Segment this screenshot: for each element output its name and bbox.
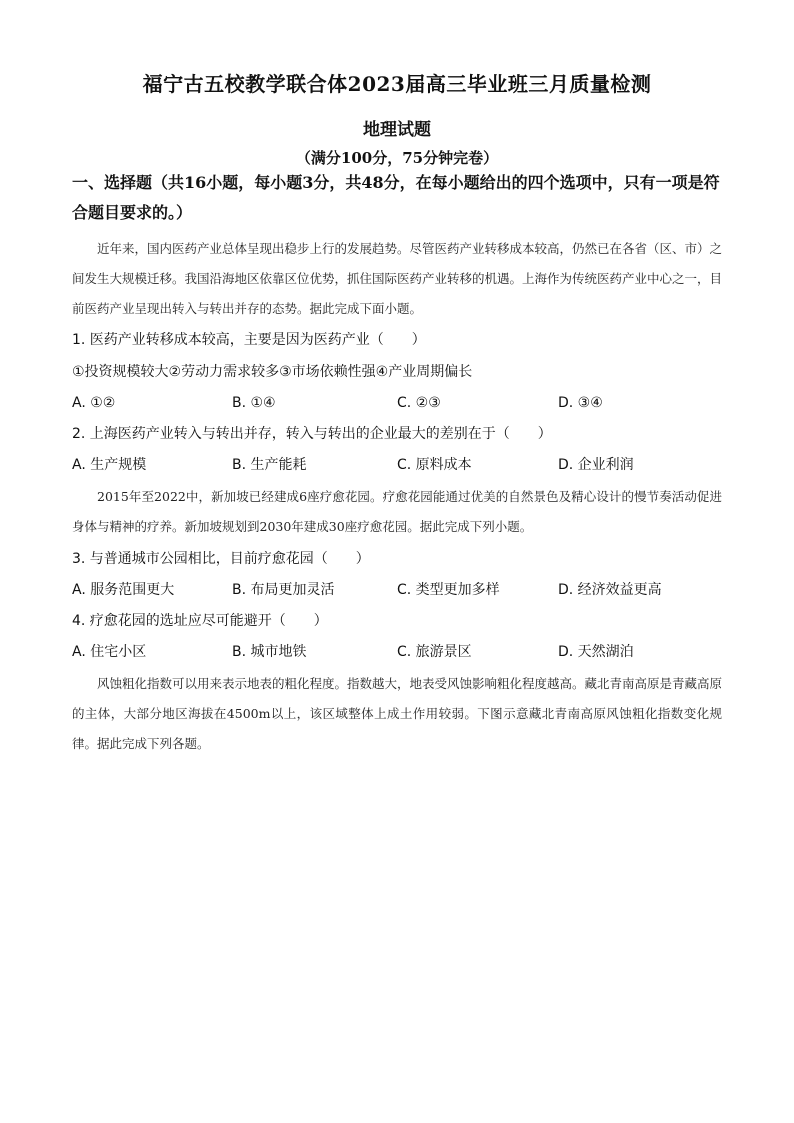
question-3-option-a[interactable]: A. 服务范围更大 [72,582,175,598]
question-3-option-c[interactable]: C. 类型更加多样 [397,582,500,598]
subject-title: 地理试题 [363,120,431,140]
passage-1: 近年来，国内医药产业总体呈现出稳步上行的发展趋势。尽管医药产业转移成本较高，仍然已在各省（区、市）之间发生大规模迁移。我国沿海地区依靠区位优势，抓住国际医药产业转移的机遇。上海作为传统医药产业中心之一，目前医药产业呈现出转入与转出并存的态势。据此完成下面小题。 [72,241,723,316]
exam-title: 福宁古五校教学联合体2023届高三毕业班三月质量检测 [142,72,652,96]
question-2-option-d[interactable]: D. 企业利润 [558,457,634,473]
question-3-stem: 3. 与普通城市公园相比，目前疗愈花园（ ） [72,551,370,567]
exam-info: （满分100分，75分钟完卷） [295,149,499,167]
question-1-option-d[interactable]: D. ③④ [558,395,603,411]
question-2-stem: 2. 上海医药产业转入与转出并存，转入与转出的企业最大的差别在于（ ） [72,426,552,442]
question-2-option-c[interactable]: C. 原料成本 [397,457,472,473]
question-1-option-c[interactable]: C. ②③ [397,395,441,411]
question-1-stem: 1. 医药产业转移成本较高，主要是因为医药产业（ ） [72,332,426,348]
question-2-option-b[interactable]: B. 生产能耗 [232,457,307,473]
question-2-options [72,455,722,475]
passage-2: 2015年至2022中，新加坡已经建成6座疗愈花园。疗愈花园能通过优美的自然景色及精心设计的慢节奏活动促进身体与精神的疗养。新加坡规划到2030年建成30座疗愈花园。据此完成下列小题。 [72,489,722,534]
question-4-options [72,642,722,662]
question-4-option-c[interactable]: C. 旅游景区 [397,644,472,660]
question-3-options [72,580,722,600]
question-4-option-d[interactable]: D. 天然湖泊 [558,644,634,660]
question-3-option-b[interactable]: B. 布局更加灵活 [232,582,335,598]
question-4-stem: 4. 疗愈花园的选址应尽可能避开（ ） [72,613,328,629]
question-1-option-a[interactable]: A. ①② [72,395,116,411]
question-4-option-a[interactable]: A. 住宅小区 [72,644,147,660]
question-3-option-d[interactable]: D. 经济效益更高 [558,582,662,598]
question-1-statements: ①投资规模较大②劳动力需求较多③市场依赖性强④产业周期偏长 [72,364,473,380]
question-4-option-b[interactable]: B. 城市地铁 [232,644,307,660]
question-1-option-b[interactable]: B. ①④ [232,395,276,411]
section-heading: 一、选择题（共16小题，每小题3分，共48分，在每小题给出的四个选项中，只有一项是符合题目要求的。） [72,173,720,222]
passage-3: 风蚀粗化指数可以用来表示地表的粗化程度。指数越大，地表受风蚀影响粗化程度越高。藏北青南高原是青藏高原的主体，大部分地区海拔在4500m以上，该区域整体上成土作用较弱。下图示意藏北青南高原风蚀粗化指数变化规律。据此完成下列各题。 [72,676,723,751]
question-1-options [72,393,722,413]
question-2-option-a[interactable]: A. 生产规模 [72,457,147,473]
